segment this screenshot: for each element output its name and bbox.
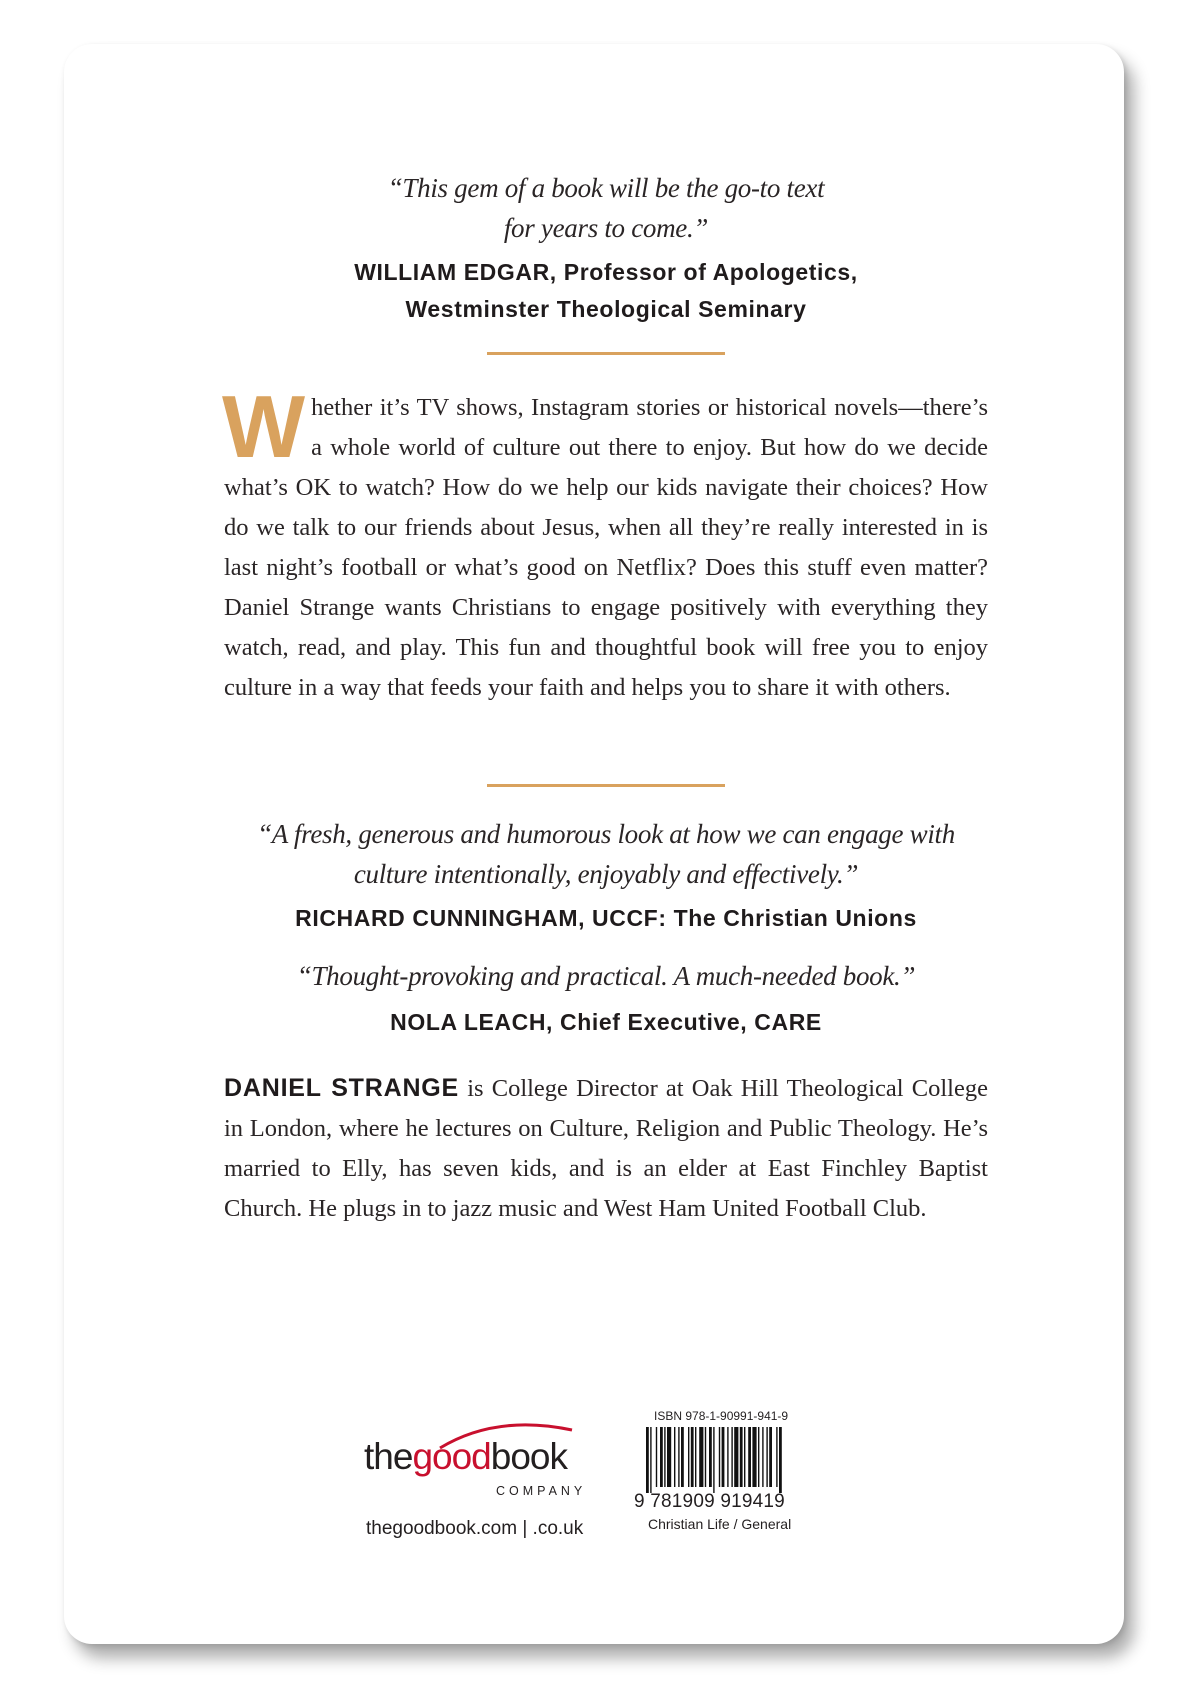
barcode-bar [709,1427,712,1487]
quote-text-line: “A fresh, generous and humorous look at how we can engage with [257,819,955,849]
barcode-bar [650,1427,651,1493]
publisher-website: thegoodbook.com | .co.uk [366,1518,584,1539]
quote-text-line: “Thought-provoking and practical. A much-needed book.” [296,961,916,991]
divider-rule [487,784,725,787]
author-name: DANIEL STRANGE [224,1074,460,1102]
barcode-bar [719,1427,720,1487]
author-bio-text: is College Director at Oak Hill Theological College in London, where he lectures on Culture, Religion and Public Theology. He’s married to Elly, has seven kids, and is an elder at East Finchley Baptist Church. He plugs in to jazz music and West Ham United Football Club. [224,1075,988,1222]
isbn-label: ISBN 978-1-90991-941-9 [654,1409,789,1423]
blurb-text: hether it’s TV shows, Instagram stories or historical novels—there’s a whole world of culture out there to enjoy. But how do we decide what’s OK to watch? How do we help our kids navigate their choices? How do we talk to our friends about Jesus, when all they’re really interested in is last night’s football or what’s good on Netflix? Does this stuff even matter? Daniel Strange wants Christians to engage positively with everything they watch, read, and play. This fun and thoughtful book will free you to enjoy culture in a way that feeds your faith and helps you to share it with others. [224,394,988,701]
divider-rule [487,352,725,355]
quote-attribution: RICHARD CUNNINGHAM, UCCF: The Christian Unions [295,905,917,931]
barcode-bar [699,1427,703,1487]
barcode-bar [664,1427,665,1487]
wordmark-the: the [364,1436,413,1477]
book-category: Christian Life / General [648,1516,792,1532]
barcode-bar [660,1427,663,1487]
barcode-bar [656,1427,657,1487]
barcode-icon [634,1427,824,1493]
quote-attribution: Westminster Theological Seminary [405,296,807,322]
barcode-bar [769,1427,772,1487]
barcode-bar [722,1427,725,1487]
quote-nola-leach [224,956,988,1042]
publisher-wordmark [364,1436,567,1478]
wordmark-good: good [412,1436,491,1477]
quote-text-line: for years to come.” [503,213,709,243]
barcode-bar [688,1427,689,1487]
barcode-bar [740,1427,743,1487]
barcode-bar [681,1427,684,1487]
barcode-bar [731,1427,732,1487]
drop-cap: W [222,377,306,476]
barcode-bar [776,1427,777,1487]
barcode-bar [762,1427,763,1487]
author-bio [224,1068,988,1229]
quote-text-line: “This gem of a book will be the go-to text [387,173,825,203]
barcode-bar [678,1427,679,1487]
barcode-bar [646,1427,649,1493]
barcode-bar [766,1427,767,1487]
barcode-bar [748,1427,751,1487]
barcode-digits: 9 781909 919419 [634,1491,785,1512]
wordmark-book: book [490,1436,567,1477]
barcode-bar [667,1427,671,1487]
barcode-bar [713,1427,714,1493]
quote-attribution: WILLIAM EDGAR, Professor of Apologetics, [354,259,858,285]
barcode-bar [779,1427,782,1493]
barcode-bar [674,1427,675,1487]
barcode-bar [734,1427,738,1487]
quote-william-edgar [224,168,988,329]
blurb-paragraph [222,377,988,708]
barcode-bar [727,1427,728,1487]
quote-attribution: NOLA LEACH, Chief Executive, CARE [390,1009,822,1035]
barcode-bar [695,1427,696,1487]
barcode-bar [744,1427,745,1487]
quote-text-line: culture intentionally, enjoyably and effectively.” [353,859,859,889]
barcode-bar [758,1427,759,1487]
barcode-bar [705,1427,706,1487]
barcode-bar [752,1427,756,1487]
quote-richard-cunningham [224,814,988,938]
book-back-cover [64,44,1124,1644]
barcode-bar [691,1427,694,1487]
wordmark-company: COMPANY [496,1484,587,1498]
